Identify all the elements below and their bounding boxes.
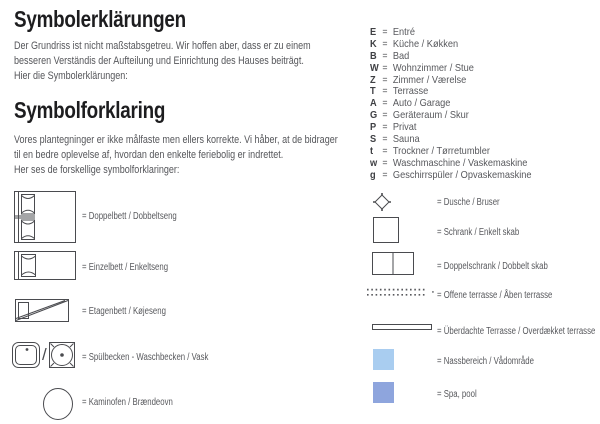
equals-sign: = bbox=[382, 38, 388, 50]
spa-pool-icon bbox=[373, 382, 394, 403]
letter-key: P bbox=[370, 121, 377, 134]
intro-danish bbox=[14, 133, 338, 178]
sink-label: = Spülbecken - Waschbecken / Vask bbox=[82, 352, 209, 363]
single-cabinet-label: = Schrank / Enkelt skab bbox=[437, 227, 520, 238]
letter-key: B bbox=[370, 49, 377, 62]
equals-sign: = bbox=[382, 27, 388, 38]
equals-sign: = bbox=[382, 74, 388, 86]
wet-area-label: = Nassbereich / Vådområde bbox=[437, 356, 534, 367]
letter-key: T bbox=[370, 85, 376, 98]
letter-key: g bbox=[370, 168, 376, 181]
equals-sign: = bbox=[382, 157, 388, 169]
letter-key-row bbox=[370, 85, 532, 97]
heading-german: Symbolerklärungen bbox=[14, 6, 186, 32]
letter-key-row bbox=[370, 169, 532, 181]
letter-key: E bbox=[370, 26, 377, 38]
equals-sign: = bbox=[382, 50, 388, 62]
letter-key: w bbox=[370, 156, 378, 169]
letter-key: K bbox=[370, 37, 377, 50]
double-cabinet-icon bbox=[372, 252, 414, 275]
letter-label: Geräteraum / Skur bbox=[392, 109, 469, 122]
shower-icon bbox=[373, 193, 391, 211]
intro-german-line: besseren Verständis der Aufteilung und Einrichtung des Hauses beiträgt. bbox=[14, 55, 304, 67]
letter-key-row bbox=[370, 145, 532, 157]
shower-label: = Dusche / Bruser bbox=[437, 197, 500, 208]
letter-label: Bad bbox=[392, 49, 410, 62]
single-bed-label: = Einzelbett / Enkeltseng bbox=[82, 262, 169, 273]
letter-label: Waschmaschine / Vaskemaskine bbox=[392, 156, 528, 169]
letter-key: S bbox=[370, 133, 377, 146]
letter-key-row bbox=[370, 74, 532, 86]
covered-terrace-label: = Überdachte Terrasse / Overdækket terrasse bbox=[437, 326, 596, 337]
letter-key: A bbox=[370, 97, 377, 110]
equals-sign: = bbox=[382, 86, 388, 98]
spa-pool-label: = Spa, pool bbox=[437, 389, 477, 400]
open-terrace-icon bbox=[367, 288, 435, 297]
letter-key-row bbox=[370, 133, 532, 145]
double-bed-icon bbox=[14, 191, 76, 243]
bunk-bed-label: = Etagenbett / Køjeseng bbox=[82, 306, 166, 317]
intro-german bbox=[14, 39, 311, 84]
double-bed-label: = Doppelbett / Dobbeltseng bbox=[82, 211, 177, 222]
letter-label: Entré bbox=[392, 26, 415, 38]
wood-stove-label: = Kaminofen / Brændeovn bbox=[82, 397, 173, 408]
equals-sign: = bbox=[382, 98, 388, 110]
equals-sign: = bbox=[382, 169, 388, 181]
equals-sign: = bbox=[382, 62, 388, 74]
covered-terrace-icon bbox=[372, 324, 432, 330]
letter-label: Sauna bbox=[392, 133, 420, 146]
equals-sign: = bbox=[382, 145, 388, 157]
wet-area-icon bbox=[373, 349, 394, 370]
letter-key-row bbox=[370, 26, 532, 38]
letter-label: Geschirrspüler / Opvaskemaskine bbox=[392, 168, 532, 181]
bunk-bed-icon bbox=[15, 299, 69, 322]
intro-danish-line: Vores plantegninger er ikke målfaste men ellers korrekte. Vi håber, at de bidrager bbox=[14, 134, 338, 146]
basin-sink-icon bbox=[49, 342, 75, 368]
letter-key-row bbox=[370, 50, 532, 62]
double-cabinet-label: = Doppelschrank / Dobbelt skab bbox=[437, 261, 548, 272]
open-terrace-label: = Offene terrasse / Åben terrasse bbox=[437, 290, 553, 301]
letter-label: Terrasse bbox=[392, 85, 429, 98]
letter-label: Zimmer / Værelse bbox=[392, 73, 467, 86]
letter-key: Z bbox=[370, 73, 376, 86]
letter-key-row bbox=[370, 62, 532, 74]
letter-label: Küche / Køkken bbox=[392, 37, 459, 50]
slash-separator: / bbox=[42, 345, 47, 364]
letter-key: t bbox=[370, 144, 374, 157]
intro-german-line: Hier die Symbolerklärungen: bbox=[14, 70, 128, 82]
letter-key: G bbox=[370, 109, 378, 122]
letter-key-row bbox=[370, 121, 532, 133]
letter-key-row bbox=[370, 97, 532, 109]
letter-label: Trockner / Tørretumbler bbox=[392, 144, 490, 157]
letter-key: W bbox=[370, 61, 379, 74]
equals-sign: = bbox=[382, 134, 388, 146]
letter-label: Auto / Garage bbox=[392, 97, 451, 110]
intro-german-line: Der Grundriss ist nicht maßstabsgetreu. Wir hoffen aber, dass er zu einem bbox=[14, 40, 311, 52]
letter-key-row bbox=[370, 38, 532, 50]
letter-label: Wohnzimmer / Stue bbox=[392, 61, 474, 74]
equals-sign: = bbox=[382, 110, 388, 122]
letter-key-list bbox=[370, 26, 554, 181]
letter-key-row bbox=[370, 109, 532, 121]
intro-danish-line: Her ses de forskellige symbolforklaringer: bbox=[14, 164, 180, 176]
letter-key-row bbox=[370, 157, 532, 169]
equals-sign: = bbox=[382, 122, 388, 134]
heading-danish: Symbolforklaring bbox=[14, 97, 166, 123]
single-cabinet-icon bbox=[373, 217, 399, 243]
round-sink-icon bbox=[12, 342, 40, 368]
sink-icons bbox=[12, 342, 75, 368]
wood-stove-icon bbox=[42, 387, 74, 421]
single-bed-icon bbox=[14, 251, 76, 280]
letter-label: Privat bbox=[392, 121, 417, 134]
intro-danish-line: til en bedre oplevelse af, hvordan den enkelte feriebolig er indrettet. bbox=[14, 149, 284, 161]
